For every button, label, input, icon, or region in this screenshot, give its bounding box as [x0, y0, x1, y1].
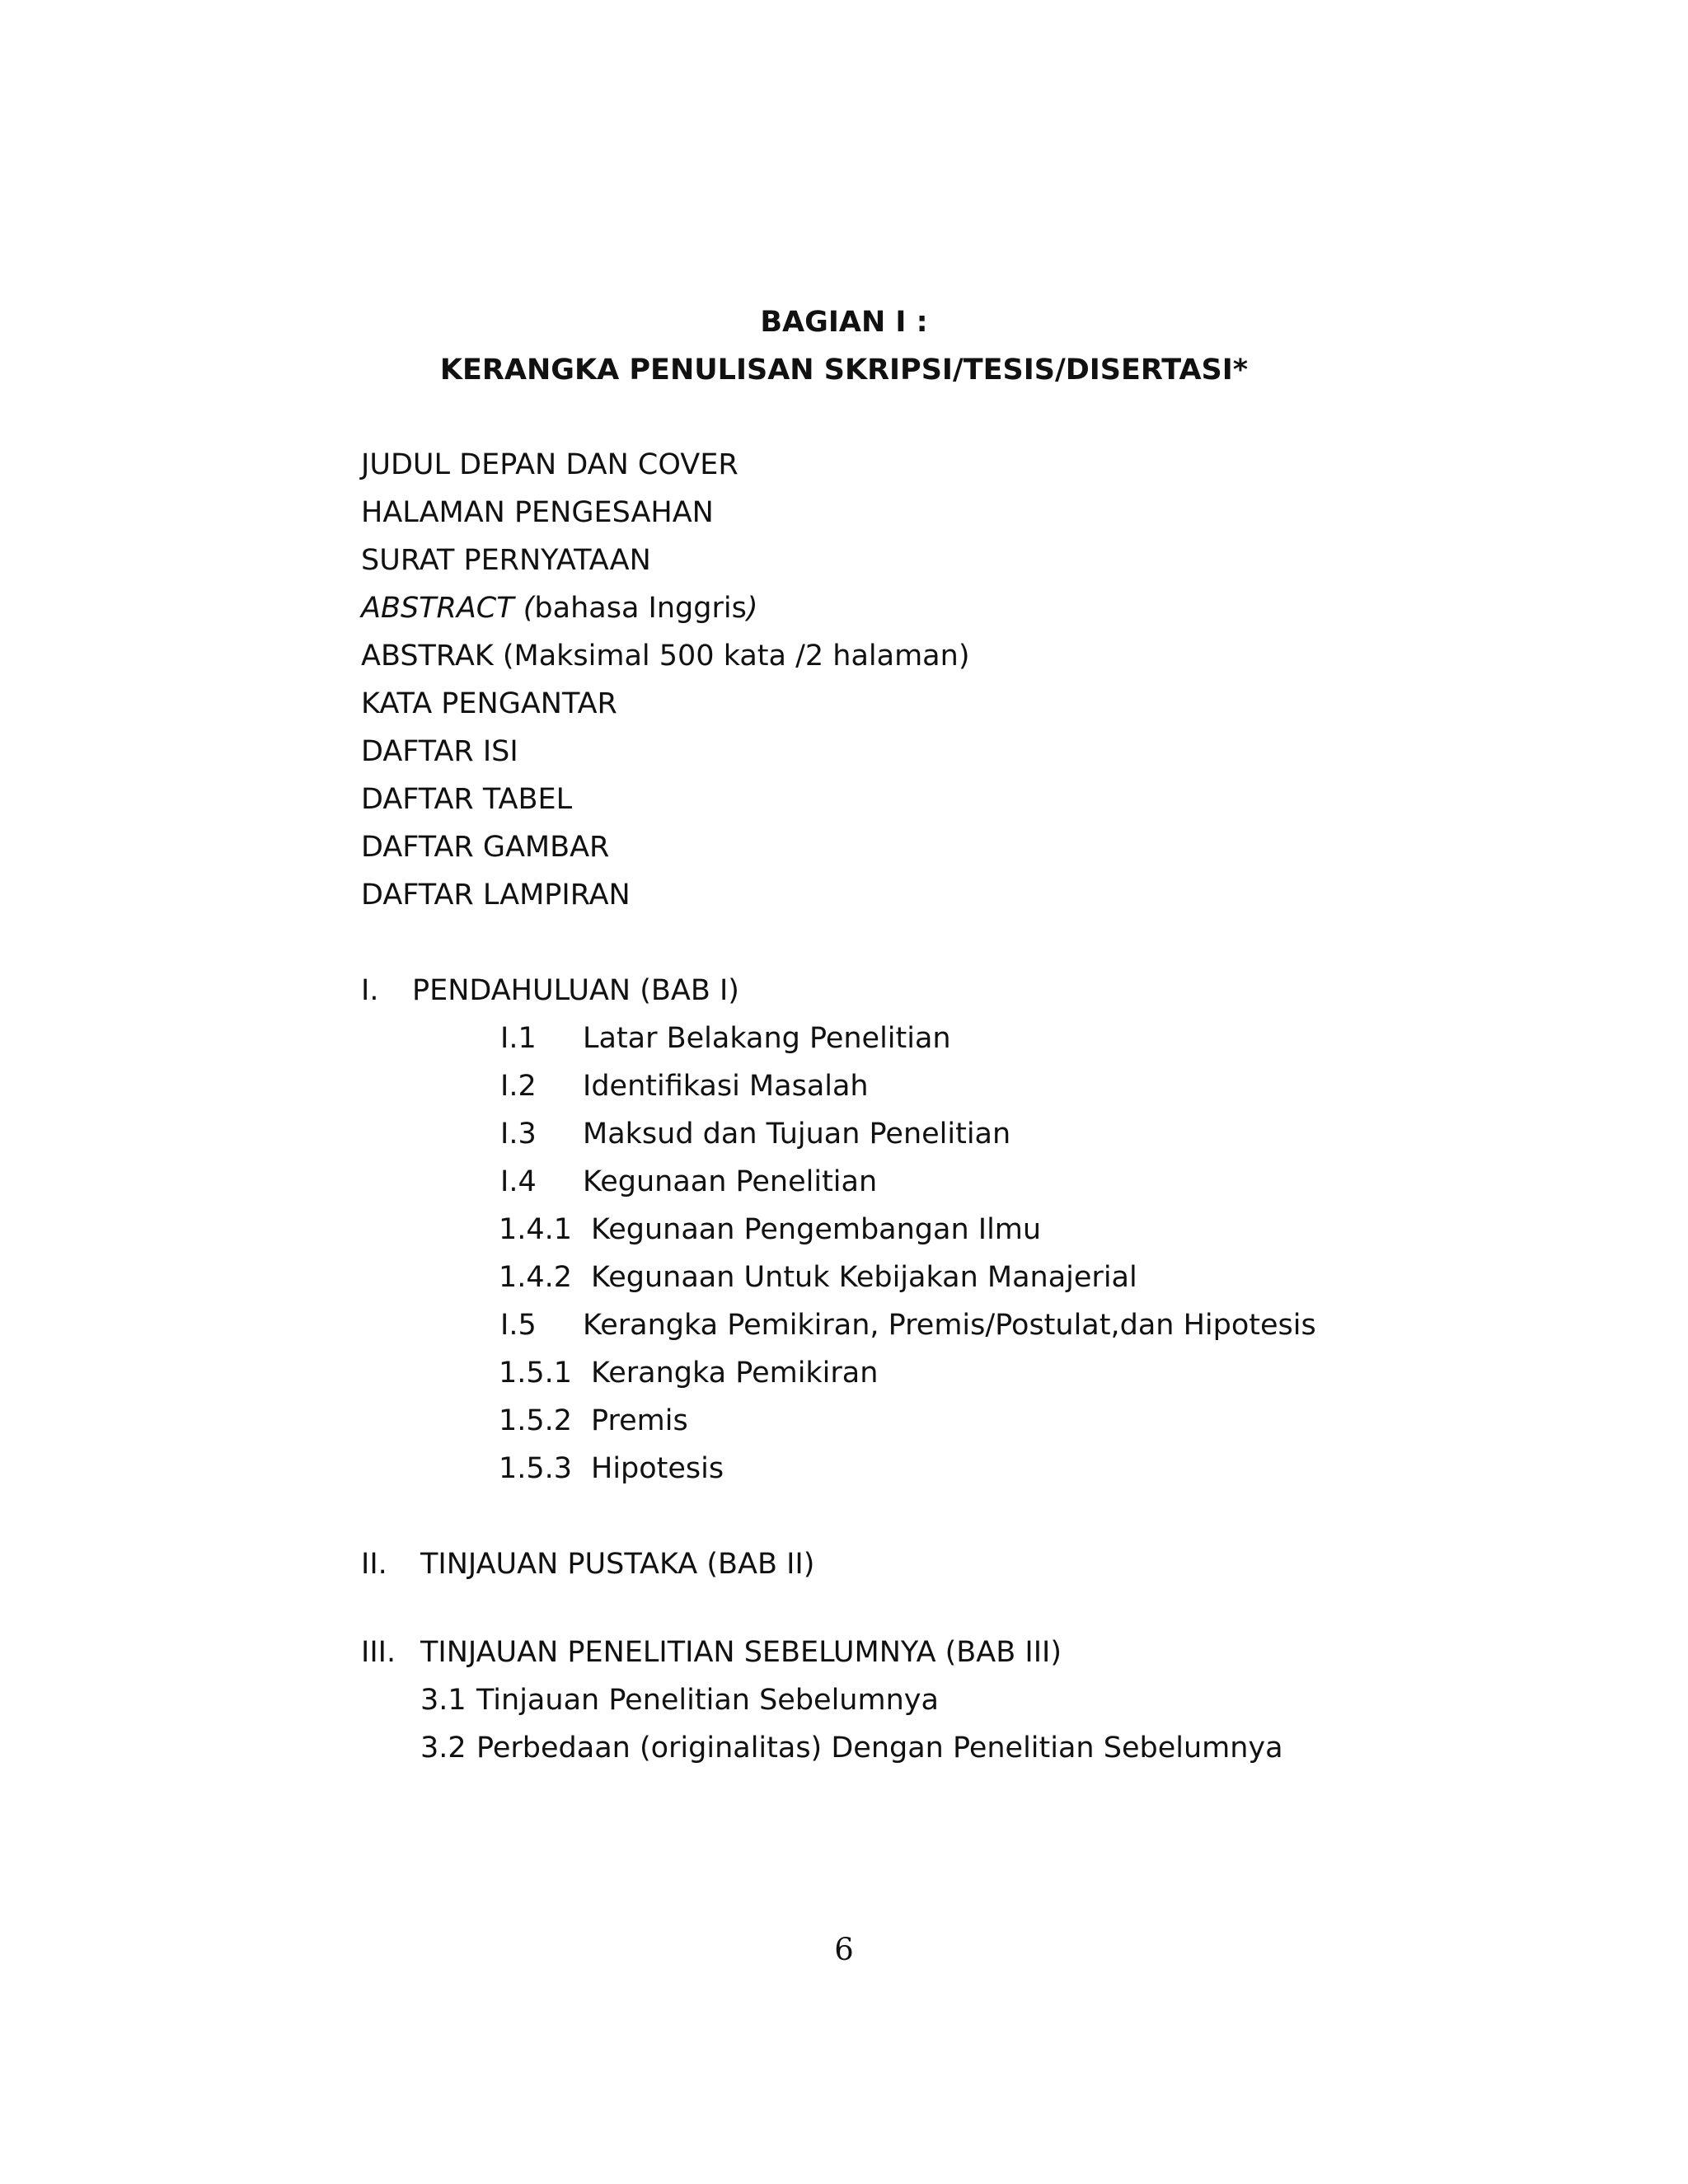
subsection-title: Kerangka Pemikiran: [591, 1357, 879, 1390]
subsection-number: 1.4.2: [499, 1261, 573, 1294]
front-matter-item: KATA PENGANTAR: [361, 687, 617, 720]
section-title: Perbedaan (originalitas) Dengan Penelitian Sebelumnya: [476, 1732, 1283, 1765]
subsection-number: 1.5.2: [499, 1404, 573, 1437]
subsection-title: Hipotesis: [591, 1452, 724, 1485]
abstract-normal: bahasa Inggris: [534, 592, 747, 625]
subsection-number: 1.4.1: [499, 1213, 573, 1246]
front-matter-item: SURAT PERNYATAAN: [361, 544, 651, 577]
chapter-1-number: I.: [361, 974, 379, 1007]
section-number: 3.1: [420, 1684, 467, 1717]
subsection-number: 1.5.3: [499, 1452, 573, 1485]
subsection-title: Premis: [591, 1404, 688, 1437]
section-title: Kegunaan Penelitian: [583, 1165, 878, 1198]
abstract-line: [361, 589, 757, 627]
section-title: Kerangka Pemikiran, Premis/Postulat,dan Hipotesis: [583, 1309, 1316, 1342]
section-number: I.4: [500, 1165, 537, 1198]
abstract-closing: ): [746, 592, 758, 625]
heading-line-1: BAGIAN I :: [760, 306, 928, 339]
section-number: I.3: [500, 1118, 537, 1151]
front-matter-item: HALAMAN PENGESAHAN: [361, 496, 714, 529]
section-number: I.1: [500, 1022, 537, 1055]
front-matter-item: DAFTAR LAMPIRAN: [361, 879, 631, 912]
chapter-2-number: II.: [361, 1548, 387, 1581]
section-title: Maksud dan Tujuan Penelitian: [583, 1118, 1011, 1151]
chapter-3-number: III.: [361, 1636, 396, 1669]
heading-line-2: KERANGKA PENULISAN SKRIPSI/TESIS/DISERTASI*: [439, 354, 1249, 387]
chapter-2-title: TINJAUAN PUSTAKA (BAB II): [420, 1548, 815, 1581]
page-number: 6: [834, 1932, 854, 1967]
section-number: 3.2: [420, 1732, 467, 1765]
section-number: I.2: [500, 1070, 537, 1103]
section-number: I.5: [500, 1309, 537, 1342]
front-matter-item: DAFTAR GAMBAR: [361, 831, 610, 864]
front-matter-item: DAFTAR TABEL: [361, 783, 573, 816]
abstract-italic: ABSTRACT (: [361, 592, 535, 625]
section-title: Tinjauan Penelitian Sebelumnya: [476, 1684, 939, 1717]
front-matter-item: ABSTRAK (Maksimal 500 kata /2 halaman): [361, 640, 970, 673]
section-title: Latar Belakang Penelitian: [583, 1022, 951, 1055]
section-title: Identifikasi Masalah: [583, 1070, 869, 1103]
subsection-title: Kegunaan Untuk Kebijakan Manajerial: [591, 1261, 1137, 1294]
front-matter-item: DAFTAR ISI: [361, 735, 518, 768]
front-matter-item: JUDUL DEPAN DAN COVER: [361, 448, 738, 481]
subsection-number: 1.5.1: [499, 1357, 573, 1390]
chapter-3-title: TINJAUAN PENELITIAN SEBELUMNYA (BAB III): [420, 1636, 1062, 1669]
subsection-title: Kegunaan Pengembangan Ilmu: [591, 1213, 1042, 1246]
chapter-1-title: PENDAHULUAN (BAB I): [412, 974, 739, 1007]
